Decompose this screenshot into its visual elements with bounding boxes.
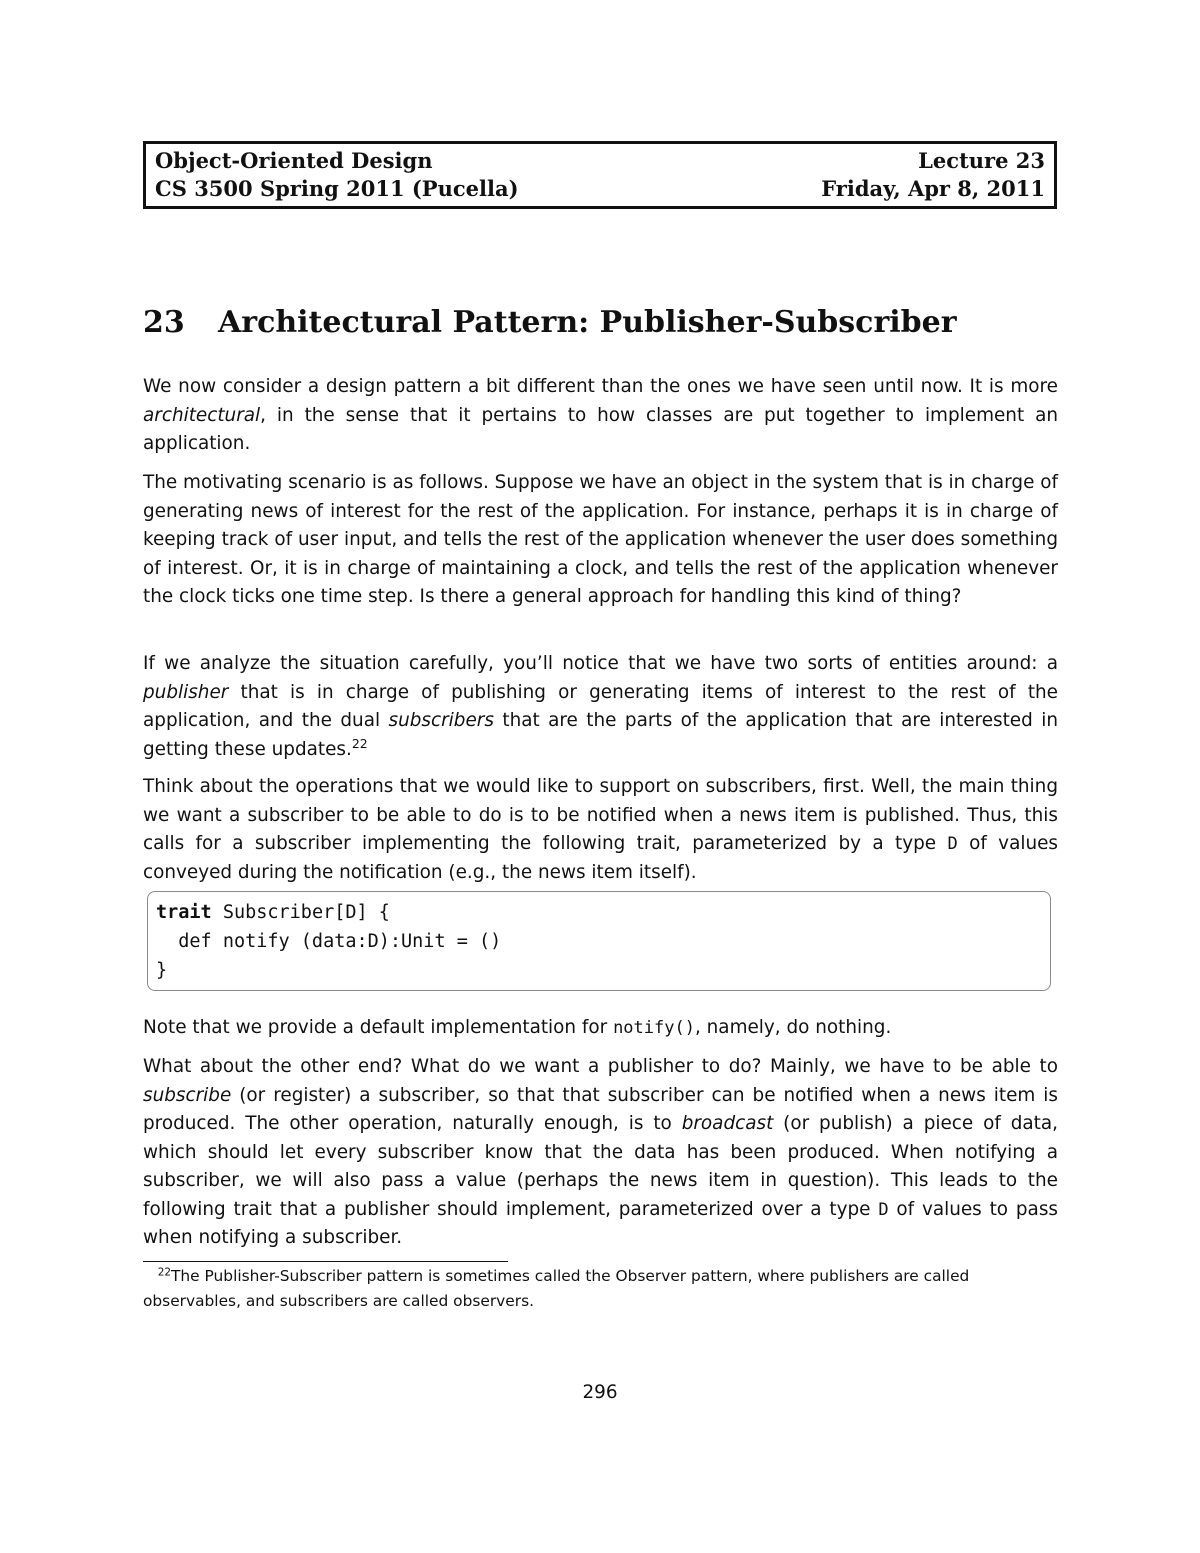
paragraph-default-implementation xyxy=(143,1014,1058,1043)
code-line-1: Subscriber[D] { xyxy=(211,902,390,923)
section-number: 23 xyxy=(143,305,185,340)
lecture-header-box xyxy=(143,141,1057,209)
footnote-reference[interactable]: 22 xyxy=(351,735,368,751)
emphasis-subscribe: subscribe xyxy=(143,1084,232,1106)
text-run: We now consider a design pattern a bit different than the ones we have seen until now. It is more xyxy=(143,376,1058,397)
code-line-3: } xyxy=(156,960,168,981)
inline-code-type-d: D xyxy=(878,1199,889,1220)
emphasis-broadcast: broadcast xyxy=(681,1113,774,1134)
paragraph-publisher-operations xyxy=(143,1053,1058,1253)
course-info: CS 3500 Spring 2011 (Pucella) xyxy=(155,176,519,201)
text-run: Think about the operations that we would like to support on subscribers, first. Well, the main thing we want a subscriber to be able to do is to be notified when a news item is published. Thus, this calls for a subscriber implementing the following trait, parameterized by a type xyxy=(143,776,1058,854)
text-run: , in the sense that it pertains to how classes are put together to implement an application. xyxy=(143,404,1058,454)
code-listing-subscriber xyxy=(147,891,1051,991)
text-run: of values to pass when notifying a subscriber. xyxy=(143,1198,1058,1248)
paragraph-scenario: The motivating scenario is as follows. Suppose we have an object in the system that is in charge of generating news of interest for the rest of the application. For instance, perhaps it is in charge of keeping track of user input, and tells the rest of the application whenever the user does something of interest. Or, it is in charge of maintaining a clock, and tells the rest of the application whenever the clock ticks one time step. Is there a general approach for handling this kind of thing? xyxy=(143,472,1058,607)
emphasis-architectural: architectural xyxy=(143,404,261,426)
lecture-date: Friday, Apr 8, 2011 xyxy=(821,176,1045,201)
section-heading xyxy=(143,303,957,343)
text-run: (or publish) a piece of data, which should let every subscriber know that the data has been produced. When notifying a subscriber, we will also pass a value (perhaps the news item in question). This leads to the following trait that a publisher should implement, parameterized over a type xyxy=(143,1113,1058,1220)
code-lines xyxy=(156,898,501,985)
section-title: Architectural Pattern: Publisher-Subscriber xyxy=(218,305,957,340)
header-row-top xyxy=(155,148,1045,174)
text-run: If we analyze the situation carefully, you’ll notice that we have two sorts of entities around: a xyxy=(143,653,1058,674)
text-run: that are the parts of the application that are interested in getting these updates. xyxy=(143,710,1058,760)
inline-code-type-d: D xyxy=(947,834,958,854)
paragraph-entities xyxy=(143,650,1058,764)
paragraph-subscriber-operations xyxy=(143,773,1058,887)
page-number: 296 xyxy=(582,1382,618,1403)
code-keyword: trait xyxy=(156,902,212,923)
text-run: Note that we provide a default implementation for xyxy=(143,1017,614,1038)
inline-code-notify: notify() xyxy=(613,1018,695,1038)
code-line-2: def notify (data:D):Unit = () xyxy=(156,931,502,952)
emphasis-subscribers: subscribers xyxy=(388,710,494,731)
footnote-divider xyxy=(143,1261,508,1262)
text-run: , namely, do nothing. xyxy=(694,1017,892,1038)
header-row-bottom xyxy=(155,176,1045,202)
text-run: of values conveyed during the notification (e.g., the news item itself). xyxy=(143,833,1058,883)
course-title: Object-Oriented Design xyxy=(155,148,433,173)
footnote-text: The Publisher-Subscriber pattern is sometimes called the Observer pattern, where publishers are called observables, and subscribers are called observers. xyxy=(143,1267,970,1310)
footnote-number: 22 xyxy=(157,1266,172,1279)
lecture-number: Lecture 23 xyxy=(918,148,1045,173)
text-run: that is in charge of publishing or generating items of interest to the rest of the application, and the dual xyxy=(143,681,1058,731)
text-run: What about the other end? What do we want a publisher to do? Mainly, we have to be able to xyxy=(143,1056,1058,1077)
emphasis-publisher: publisher xyxy=(143,681,229,703)
text-run: (or register) a subscriber, so that that subscriber can be notified when a news item is produced. The other operation, naturally enough, is to xyxy=(143,1084,1058,1134)
paragraph-intro xyxy=(143,373,1058,459)
footnote xyxy=(143,1264,1058,1314)
